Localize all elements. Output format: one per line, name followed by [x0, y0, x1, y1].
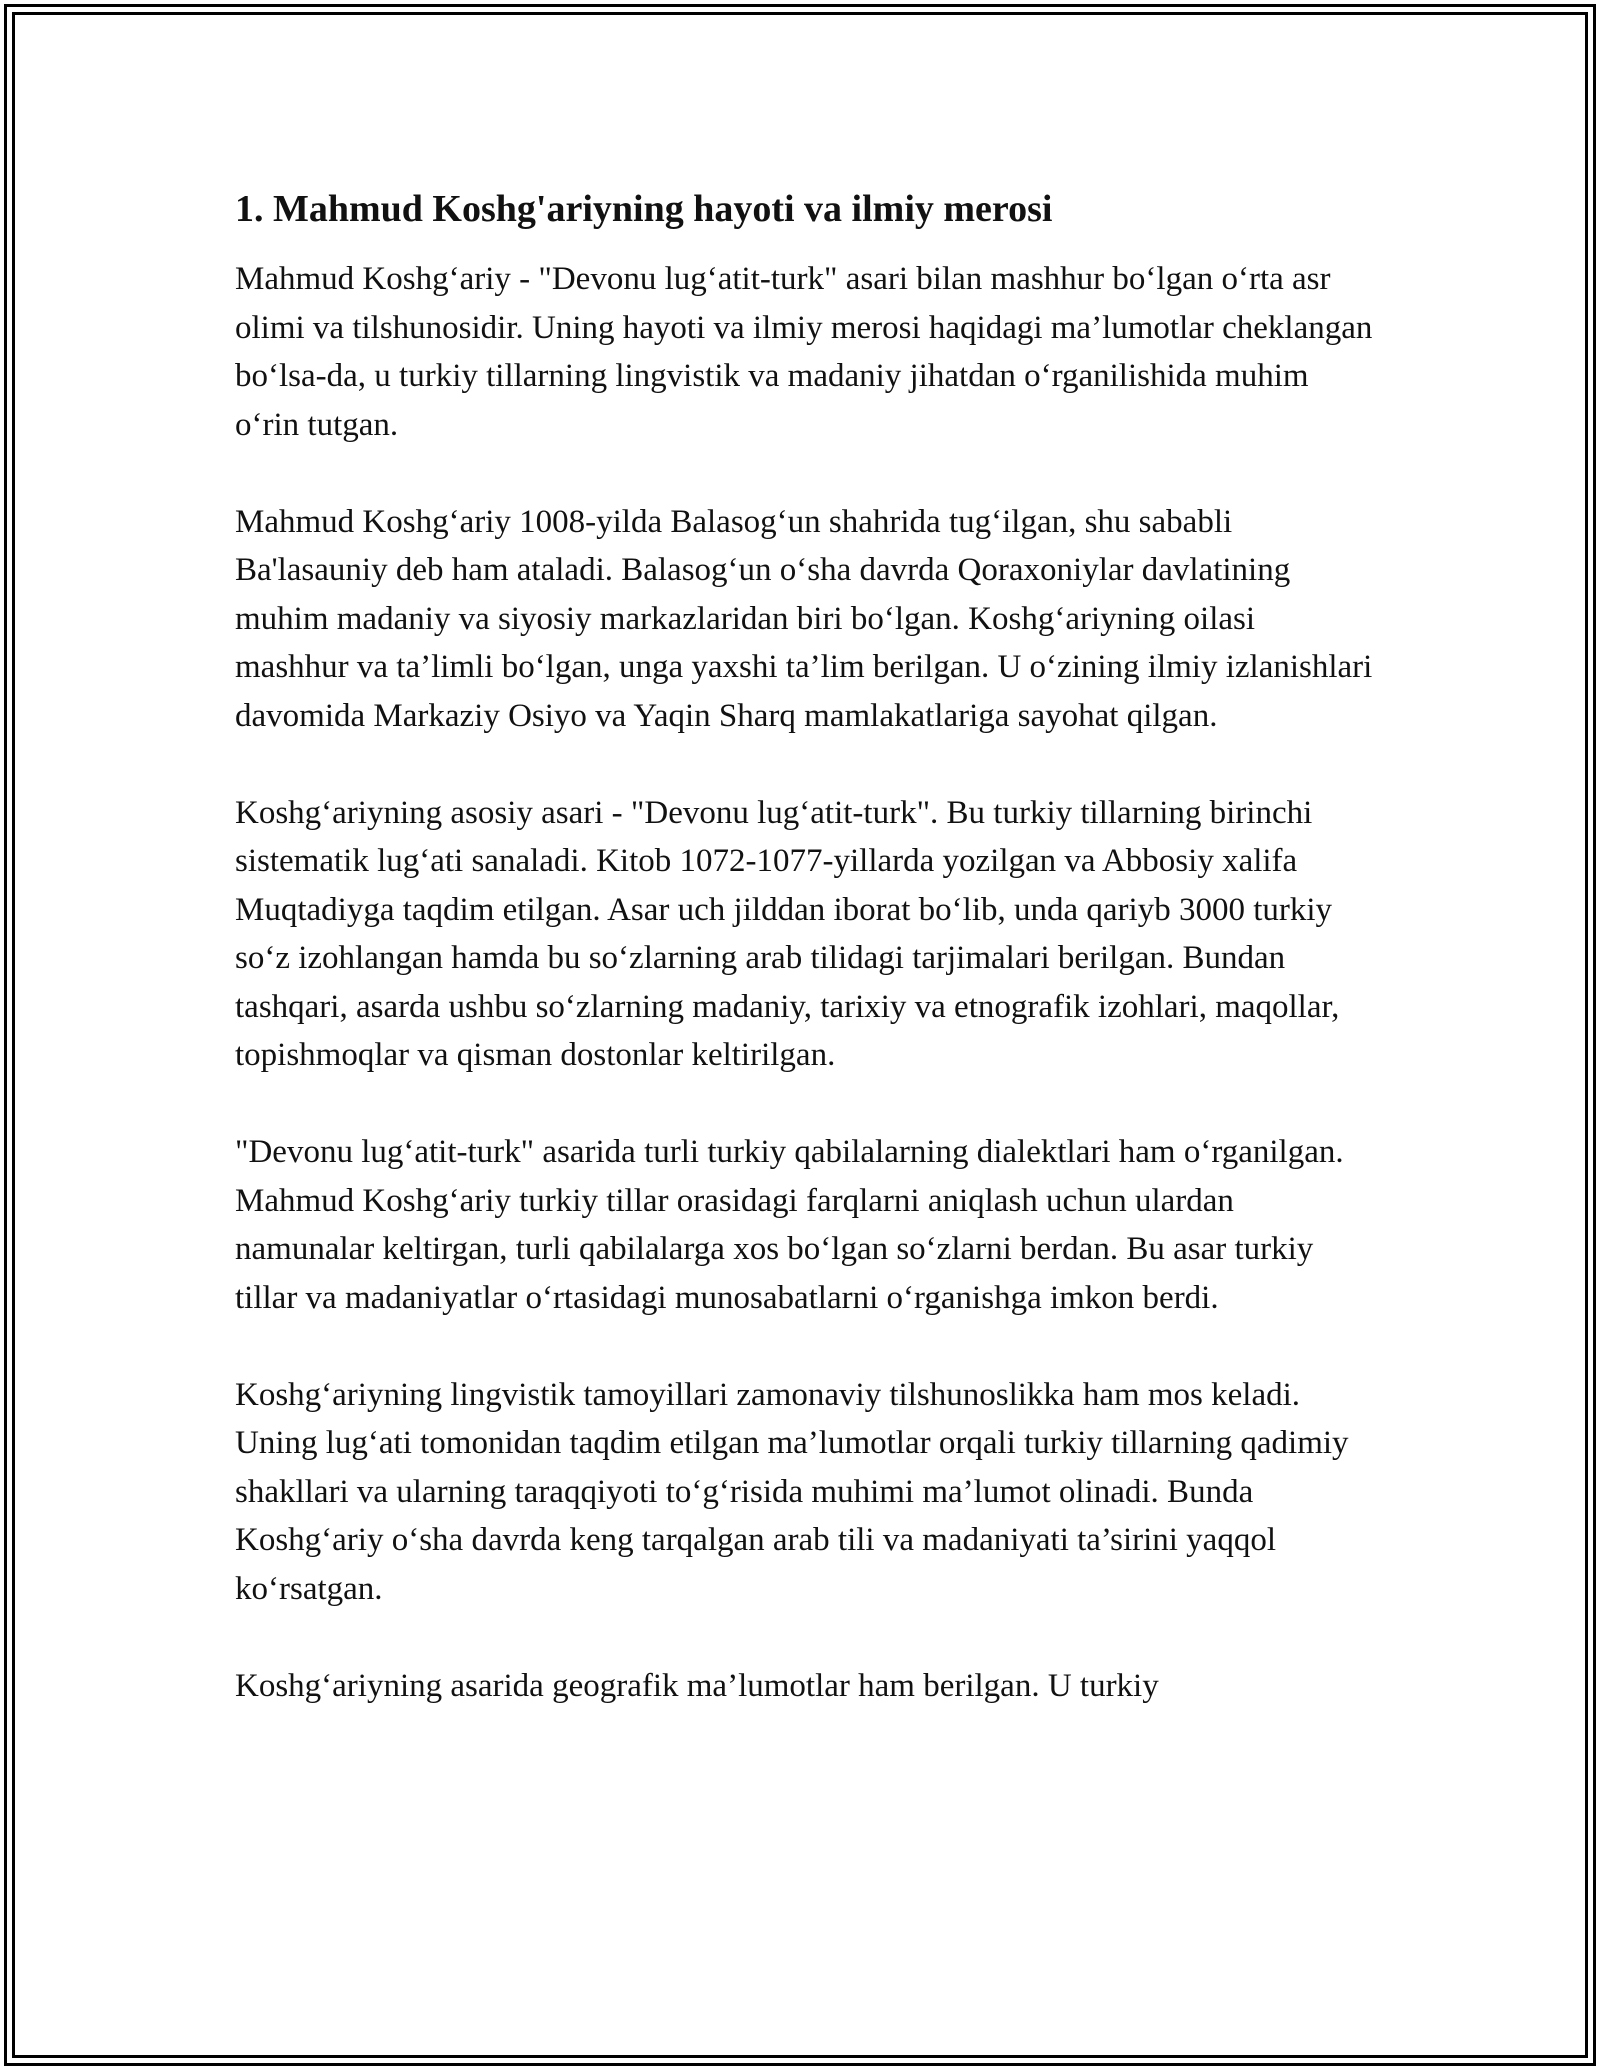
section-heading: 1. Mahmud Koshg'ariyning hayoti va ilmiy merosi [235, 188, 1053, 230]
paragraph-geography: Koshg‘ariyning asarida geografik ma’lumotlar ham berilgan. U turkiy [235, 1667, 1159, 1704]
paragraph-dialects: "Devonu lug‘atit-turk" asarida turli turkiy qabilalarning dialektlari ham o‘rganilgan. Mahmud Koshg‘ariy turkiy tillar orasidagi farqlarni aniqlash uchun ulardan namunalar keltirgan, turli qabilalarga xos bo‘lgan so‘zlarni berdan. Bu asar turkiy tillar va madaniyatlar o‘rtasidagi munosabatlarni o‘rganishga imkon berdi. [235, 1134, 1344, 1316]
paragraph-main-work: Koshg‘ariyning asosiy asari - "Devonu lug‘atit-turk". Bu turkiy tillarning birinchi sistematik lug‘ati sanaladi. Kitob 1072-1077-yillarda yozilgan va Abbosiy xalifa Muqtadiyga taqdim etilgan. Asar uch jilddan iborat bo‘lib, unda qariyb 3000 turkiy so‘z izohlangan hamda bu so‘zlarning arab tilidagi tarjimalari berilgan. Bundan tashqari, asarda ushbu so‘zlarning madaniy, tarixiy va etnografik izohlari, maqollar, topishmoqlar va qisman dostonlar keltirilgan. [235, 794, 1340, 1073]
paragraph-intro: Mahmud Koshg‘ariy - "Devonu lug‘atit-turk" asari bilan mashhur bo‘lgan o‘rta asr olimi va tilshunosidir. Uning hayoti va ilmiy merosi haqidagi ma’lumotlar cheklangan bo‘lsa-da, u turkiy tillarning lingvistik va madaniy jihatdan o‘rganilishida muhim o‘rin tutgan. [235, 261, 1373, 443]
paragraph-linguistic-principles: Koshg‘ariyning lingvistik tamoyillari zamonaviy tilshunoslikka ham mos keladi. Uning lug‘ati tomonidan taqdim etilgan ma’lumotlar orqali turkiy tillarning qadimiy shakllari va ularning taraqqiyoti to‘g‘risida muhimi ma’lumot olinadi. Bunda Koshg‘ariy o‘sha davrda keng tarqalgan arab tili va madaniyati ta’sirini yaqqol ko‘rsatgan. [235, 1376, 1349, 1607]
paragraph-birth: Mahmud Koshg‘ariy 1008-yilda Balasog‘un shahrida tug‘ilgan, shu sababli Ba'lasauniy deb ham ataladi. Balasog‘un o‘sha davrda Qoraxoniylar davlatining muhim madaniy va siyosiy markazlaridan biri bo‘lgan. Koshg‘ariyning oilasi mashhur va ta’limli bo‘lgan, unga yaxshi ta’lim berilgan. U o‘zining ilmiy izlanishlari davomida Markaziy Osiyo va Yaqin Sharq mamlakatlariga sayohat qilgan. [235, 503, 1373, 734]
document-body [235, 185, 1375, 1759]
